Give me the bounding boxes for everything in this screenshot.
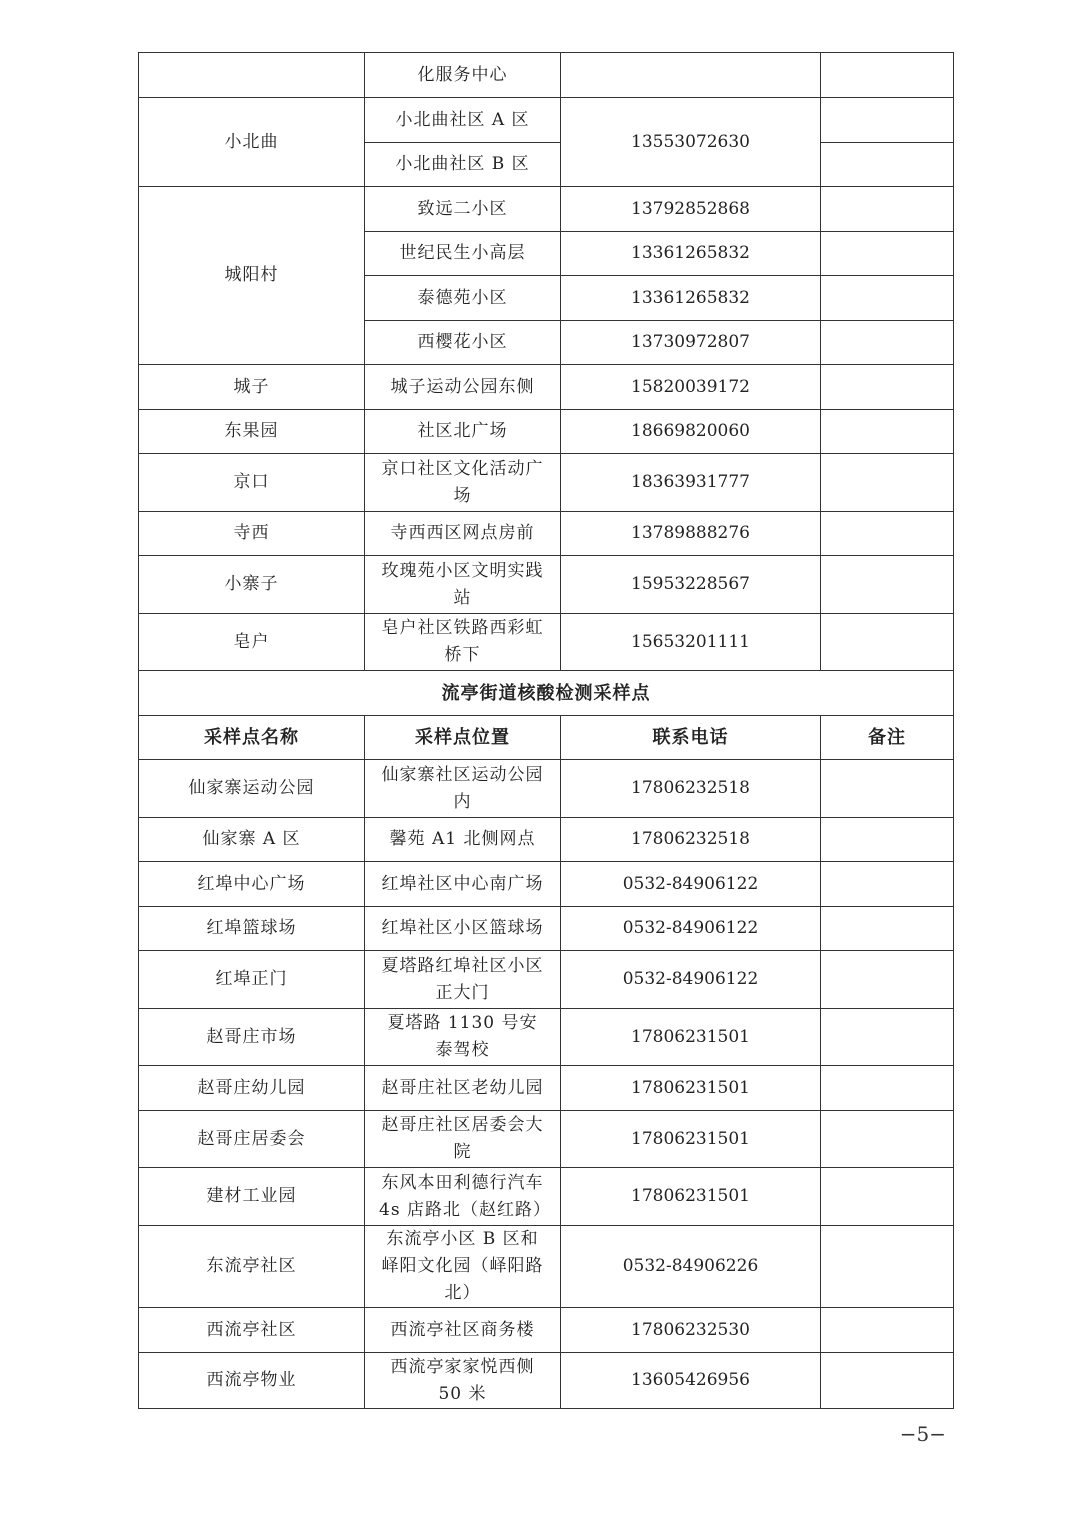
site-location-cell: 致远二小区 [365,187,561,232]
contact-phone-cell: 13361265832 [561,232,821,276]
contact-phone-cell: 17806232530 [561,1308,821,1353]
note-cell [821,53,954,98]
site-location-cell: 泰德苑小区 [365,276,561,321]
site-name-cell: 皂户 [139,614,365,671]
site-location-cell: 玫瑰苑小区文明实践站 [365,556,561,614]
header-site-location: 采样点位置 [365,716,561,760]
table-row [139,512,954,556]
site-name-cell [139,53,365,98]
contact-phone-cell [561,53,821,98]
header-note: 备注 [821,716,954,760]
note-cell [821,907,954,951]
site-name-cell: 西流亭物业 [139,1353,365,1409]
contact-phone-cell: 13789888276 [561,512,821,556]
contact-phone-cell: 17806231501 [561,1111,821,1168]
site-location-cell: 西流亭家家悦西侧 50 米 [365,1353,561,1409]
contact-phone-cell: 13553072630 [561,98,821,187]
site-location-cell: 红埠社区中心南广场 [365,862,561,907]
site-name-cell: 城子 [139,365,365,410]
table-row [139,614,954,671]
table-row [139,1168,954,1226]
table-row [139,1308,954,1353]
table-row [139,454,954,512]
table-row [139,365,954,410]
site-location-cell: 社区北广场 [365,410,561,454]
site-name-cell: 东流亭社区 [139,1226,365,1308]
site-location-cell: 化服务中心 [365,53,561,98]
site-name-cell: 小北曲 [139,98,365,187]
contact-phone-cell: 0532-84906122 [561,951,821,1009]
site-name-cell: 京口 [139,454,365,512]
note-cell [821,1009,954,1066]
note-cell [821,187,954,232]
site-name-cell: 红埠正门 [139,951,365,1009]
contact-phone-cell: 0532-84906226 [561,1226,821,1308]
table-row [139,760,954,818]
site-name-cell: 赵哥庄居委会 [139,1111,365,1168]
contact-phone-cell: 13605426956 [561,1353,821,1409]
note-cell [821,321,954,365]
table-row [139,556,954,614]
contact-phone-cell: 15653201111 [561,614,821,671]
contact-phone-cell: 13361265832 [561,276,821,321]
contact-phone-cell: 0532-84906122 [561,862,821,907]
note-cell [821,556,954,614]
section-title-row [139,671,954,716]
site-name-cell: 赵哥庄幼儿园 [139,1066,365,1111]
note-cell [821,614,954,671]
table-row [139,1111,954,1168]
site-name-cell: 赵哥庄市场 [139,1009,365,1066]
table-row [139,1226,954,1308]
site-location-cell: 小北曲社区 A 区 [365,98,561,143]
site-name-cell: 红埠中心广场 [139,862,365,907]
note-cell [821,365,954,410]
contact-phone-cell: 0532-84906122 [561,907,821,951]
note-cell [821,1353,954,1409]
table-row [139,862,954,907]
table-body [139,53,954,1409]
header-contact-phone: 联系电话 [561,716,821,760]
contact-phone-cell: 18669820060 [561,410,821,454]
site-name-cell: 建材工业园 [139,1168,365,1226]
contact-phone-cell: 13792852868 [561,187,821,232]
note-cell [821,1066,954,1111]
sampling-points-table [138,52,954,1409]
table-row [139,818,954,862]
site-name-cell: 城阳村 [139,187,365,365]
note-cell [821,818,954,862]
header-site-name: 采样点名称 [139,716,365,760]
contact-phone-cell: 17806232518 [561,760,821,818]
table-row [139,53,954,98]
section-title: 流亭街道核酸检测采样点 [139,671,954,716]
site-name-cell: 仙家寨运动公园 [139,760,365,818]
site-location-cell: 西樱花小区 [365,321,561,365]
table-header-row [139,716,954,760]
note-cell [821,1308,954,1353]
note-cell [821,1168,954,1226]
table-row [139,98,954,143]
site-location-cell: 馨苑 A1 北侧网点 [365,818,561,862]
site-name-cell: 东果园 [139,410,365,454]
contact-phone-cell: 18363931777 [561,454,821,512]
site-name-cell: 仙家寨 A 区 [139,818,365,862]
note-cell [821,276,954,321]
site-name-cell: 小寨子 [139,556,365,614]
site-location-cell: 赵哥庄社区老幼儿园 [365,1066,561,1111]
contact-phone-cell: 13730972807 [561,321,821,365]
note-cell [821,232,954,276]
contact-phone-cell: 15953228567 [561,556,821,614]
note-cell [821,760,954,818]
site-name-cell: 寺西 [139,512,365,556]
site-location-cell: 仙家寨社区运动公园内 [365,760,561,818]
table-row [139,1009,954,1066]
site-location-cell: 世纪民生小高层 [365,232,561,276]
site-location-cell: 赵哥庄社区居委会大院 [365,1111,561,1168]
note-cell [821,862,954,907]
note-cell [821,410,954,454]
contact-phone-cell: 17806231501 [561,1009,821,1066]
site-location-cell: 东流亭小区 B 区和峄阳文化园（峄阳路北） [365,1226,561,1308]
site-name-cell: 西流亭社区 [139,1308,365,1353]
note-cell [821,1111,954,1168]
table-row [139,907,954,951]
site-location-cell: 京口社区文化活动广场 [365,454,561,512]
page-number: −5− [899,1422,946,1446]
table-row [139,951,954,1009]
site-location-cell: 红埠社区小区篮球场 [365,907,561,951]
contact-phone-cell: 17806232518 [561,818,821,862]
site-location-cell: 城子运动公园东侧 [365,365,561,410]
site-location-cell: 寺西西区网点房前 [365,512,561,556]
site-location-cell: 西流亭社区商务楼 [365,1308,561,1353]
site-location-cell: 小北曲社区 B 区 [365,143,561,187]
note-cell [821,1226,954,1308]
note-cell [821,512,954,556]
site-location-cell: 皂户社区铁路西彩虹桥下 [365,614,561,671]
note-cell [821,951,954,1009]
contact-phone-cell: 15820039172 [561,365,821,410]
site-name-cell: 红埠篮球场 [139,907,365,951]
site-location-cell: 夏塔路红埠社区小区正大门 [365,951,561,1009]
note-cell [821,98,954,143]
table-row [139,410,954,454]
table-row [139,1353,954,1409]
table-row [139,187,954,232]
contact-phone-cell: 17806231501 [561,1168,821,1226]
table-row [139,1066,954,1111]
contact-phone-cell: 17806231501 [561,1066,821,1111]
site-location-cell: 东风本田利德行汽车 4s 店路北（赵红路） [365,1168,561,1226]
note-cell [821,143,954,187]
site-location-cell: 夏塔路 1130 号安泰驾校 [365,1009,561,1066]
note-cell [821,454,954,512]
